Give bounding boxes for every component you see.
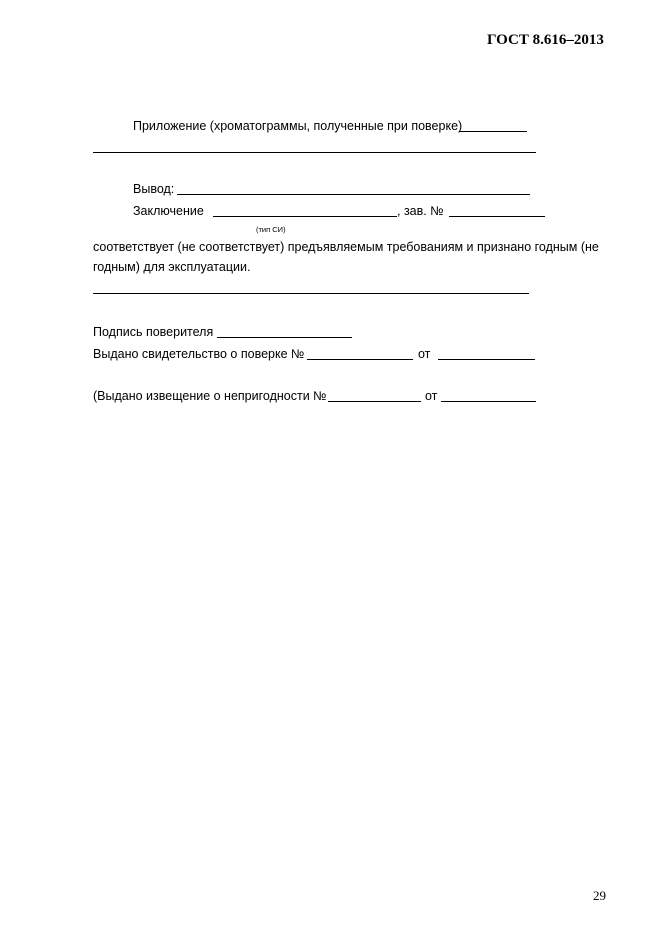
instrument-type-hint: (тип СИ) (256, 225, 286, 234)
serial-number-blank (449, 216, 545, 217)
unfitness-date-label: от (425, 389, 438, 403)
unfitness-date-blank (441, 401, 536, 402)
compliance-blank (93, 293, 529, 294)
compliance-text-line1: соответствует (не соответствует) предъявляемым требованиям и признано годным (не (93, 240, 599, 254)
unfitness-label: (Выдано извещение о непригодности № (93, 389, 327, 403)
appendix-label: Приложение (хроматограммы, полученные при поверке) (133, 119, 463, 133)
serial-label: , зав. № (397, 204, 444, 218)
conclusion-output-blank (177, 194, 530, 195)
certificate-number-blank (307, 359, 413, 360)
conclusion-output-label: Вывод: (133, 182, 175, 196)
certificate-label: Выдано свидетельство о поверке № (93, 347, 305, 361)
certificate-date-blank (438, 359, 535, 360)
appendix-blank (459, 131, 527, 132)
verifier-signature-blank (217, 337, 352, 338)
unfitness-number-blank (328, 401, 421, 402)
standard-code: ГОСТ 8.616–2013 (487, 32, 604, 48)
appendix-blank-continued (93, 152, 536, 153)
verifier-signature-label: Подпись поверителя (93, 325, 214, 339)
certificate-date-label: от (418, 347, 431, 361)
compliance-text-line2: годным) для эксплуатации. (93, 260, 251, 274)
page-number: 29 (593, 888, 606, 903)
conclusion-label: Заключение (133, 204, 204, 218)
instrument-type-blank (213, 216, 397, 217)
